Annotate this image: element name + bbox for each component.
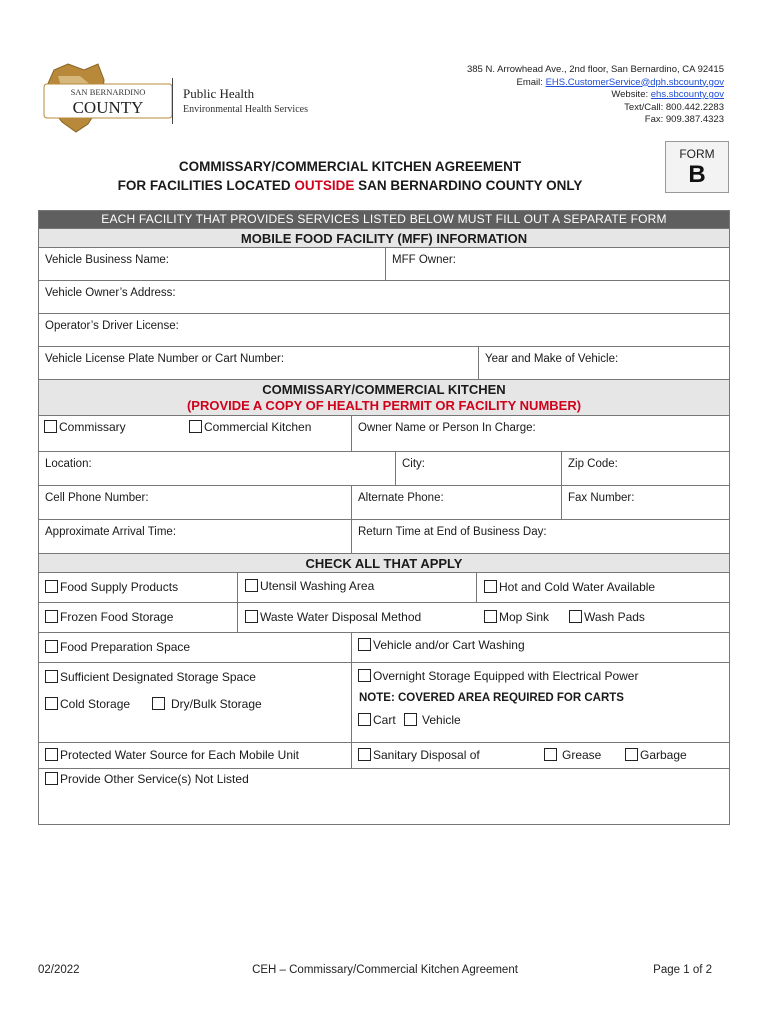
food-supply-option[interactable]	[45, 580, 178, 594]
fax-number-label: Fax Number:	[568, 492, 635, 504]
city-field[interactable]	[395, 452, 561, 485]
row-owner-address	[39, 280, 729, 313]
other-services-label: Provide Other Service(s) Not Listed	[60, 772, 249, 786]
website-link[interactable]: ehs.sbcounty.gov	[650, 89, 724, 100]
dry-storage-option[interactable]	[152, 697, 262, 711]
vehicle-washing-label: Vehicle and/or Cart Washing	[373, 638, 525, 652]
arrival-time-label: Approximate Arrival Time:	[45, 526, 177, 538]
fax-number-field[interactable]	[561, 486, 729, 519]
county-logo	[40, 62, 176, 134]
divider	[476, 573, 477, 602]
commissary-option[interactable]	[44, 420, 126, 434]
divider	[351, 633, 352, 662]
mop-sink-option[interactable]	[484, 610, 549, 624]
waste-water-option[interactable]	[245, 610, 421, 624]
sanitary-disposal-option[interactable]	[358, 748, 480, 762]
waste-water-checkbox[interactable]	[245, 610, 258, 623]
row-check-3	[39, 632, 729, 662]
cart-checkbox[interactable]	[358, 713, 371, 726]
grease-option[interactable]	[544, 748, 601, 762]
dry-storage-label: Dry/Bulk Storage	[171, 697, 262, 711]
sanitary-disposal-label: Sanitary Disposal of	[373, 748, 480, 762]
vehicle-washing-checkbox[interactable]	[358, 638, 371, 651]
commercial-kitchen-checkbox[interactable]	[189, 420, 202, 433]
plate-number-field[interactable]	[39, 347, 478, 379]
hot-cold-water-checkbox[interactable]	[484, 580, 497, 593]
sanitary-disposal-checkbox[interactable]	[358, 748, 371, 761]
row-check-1	[39, 572, 729, 602]
title-line1: COMMISSARY/COMMERCIAL KITCHEN AGREEMENT	[178, 159, 522, 174]
divider	[351, 663, 352, 742]
logo-text-top: SAN BERNARDINO	[70, 87, 146, 97]
row-plate	[39, 346, 729, 379]
mop-sink-label: Mop Sink	[499, 610, 550, 624]
vehicle-label: Vehicle	[422, 713, 461, 727]
food-supply-checkbox[interactable]	[45, 580, 58, 593]
wash-pads-checkbox[interactable]	[569, 610, 582, 623]
overnight-storage-option[interactable]	[358, 669, 638, 683]
waste-water-label: Waste Water Disposal Method	[260, 610, 422, 624]
vehicle-checkbox[interactable]	[404, 713, 417, 726]
storage-space-label: Sufficient Designated Storage Space	[60, 670, 256, 684]
website-label: Website:	[611, 89, 651, 100]
storage-space-option[interactable]	[45, 670, 256, 684]
driver-license-label: Operator’s Driver License:	[45, 320, 179, 332]
arrival-time-field[interactable]	[39, 520, 351, 553]
footer-page: Page 1 of 2	[653, 964, 712, 976]
vehicle-owner-address-field[interactable]	[39, 281, 729, 313]
commissary-label: Commissary	[59, 420, 126, 434]
year-make-label: Year and Make of Vehicle:	[485, 353, 619, 365]
mop-sink-checkbox[interactable]	[484, 610, 497, 623]
row-business	[39, 247, 729, 280]
vehicle-owner-address-label: Vehicle Owner’s Address:	[45, 287, 176, 299]
form-label: FORM	[679, 147, 715, 161]
row-times	[39, 519, 729, 553]
utensil-washing-label: Utensil Washing Area	[260, 579, 375, 593]
year-make-field[interactable]	[478, 347, 729, 379]
cell-phone-field[interactable]	[39, 486, 351, 519]
cart-option[interactable]	[358, 713, 396, 727]
page-title	[40, 157, 660, 195]
food-prep-option[interactable]	[45, 640, 190, 654]
title-outside: OUTSIDE	[294, 178, 355, 193]
zip-label: Zip Code:	[568, 458, 618, 470]
email-label: Email:	[516, 76, 546, 88]
email-link[interactable]: EHS.CustomerService@dph.sbcounty.gov	[545, 76, 724, 88]
footer-title: CEH – Commissary/Commercial Kitchen Agreement	[252, 964, 518, 976]
row-location	[39, 451, 729, 485]
row-check-4	[39, 662, 729, 742]
storage-space-checkbox[interactable]	[45, 670, 58, 683]
wash-pads-label: Wash Pads	[584, 610, 645, 624]
vehicle-option[interactable]	[404, 713, 461, 727]
kitchen-heading	[39, 379, 729, 415]
cold-storage-option[interactable]	[45, 697, 130, 711]
cold-storage-checkbox[interactable]	[45, 697, 58, 710]
protected-water-label: Protected Water Source for Each Mobile Unit	[60, 748, 299, 762]
return-time-label: Return Time at End of Business Day:	[358, 526, 547, 538]
plate-number-label: Vehicle License Plate Number or Cart Number:	[45, 353, 285, 365]
vehicle-business-name-field[interactable]	[39, 248, 385, 280]
form-letter: B	[688, 161, 706, 188]
location-label: Location:	[45, 458, 92, 470]
divider	[237, 603, 238, 632]
vehicle-washing-option[interactable]	[358, 638, 525, 652]
title-line2	[40, 176, 660, 195]
garbage-checkbox[interactable]	[625, 748, 638, 761]
title-line2-post: SAN BERNARDINO COUNTY ONLY	[354, 178, 583, 193]
commissary-checkbox[interactable]	[44, 420, 57, 433]
title-line2-pre: FOR FACILITIES LOCATED	[117, 178, 295, 193]
hot-cold-water-option[interactable]	[484, 580, 655, 594]
alt-phone-label: Alternate Phone:	[358, 492, 444, 504]
row-driver-license	[39, 313, 729, 346]
grease-checkbox[interactable]	[544, 748, 557, 761]
other-services-checkbox[interactable]	[45, 772, 58, 785]
overnight-storage-label: Overnight Storage Equipped with Electrical Power	[373, 669, 639, 683]
driver-license-field[interactable]	[39, 314, 729, 346]
mff-owner-field[interactable]	[385, 248, 729, 280]
food-prep-checkbox[interactable]	[45, 640, 58, 653]
textcall: Text/Call: 800.442.2283	[624, 101, 724, 113]
address: 385 N. Arrowhead Ave., 2nd floor, San Bernardino, CA 92415	[466, 64, 724, 75]
row-check-5	[39, 742, 729, 768]
other-services-option[interactable]	[45, 772, 249, 786]
garbage-label: Garbage	[640, 748, 687, 762]
frozen-food-label: Frozen Food Storage	[60, 610, 174, 624]
return-time-field[interactable]	[351, 520, 729, 553]
owner-name-label: Owner Name or Person In Charge:	[358, 422, 536, 434]
garbage-option[interactable]	[625, 748, 687, 762]
vehicle-business-name-label: Vehicle Business Name:	[45, 254, 170, 266]
covered-area-note: NOTE: COVERED AREA REQUIRED FOR CARTS	[359, 692, 624, 704]
owner-name-field[interactable]	[351, 416, 729, 451]
instruction-banner: EACH FACILITY THAT PROVIDES SERVICES LISTED BELOW MUST FILL OUT A SEPARATE FORM	[39, 211, 729, 228]
department-name	[172, 78, 308, 124]
zip-field[interactable]	[561, 452, 729, 485]
location-field[interactable]	[39, 452, 395, 485]
footer-date: 02/2022	[38, 964, 80, 976]
mff-heading: MOBILE FOOD FACILITY (MFF) INFORMATION	[39, 228, 729, 247]
dept-line1: Public Health	[183, 86, 255, 101]
agreement-form	[38, 210, 730, 825]
commercial-kitchen-option[interactable]	[189, 420, 311, 434]
protected-water-checkbox[interactable]	[45, 748, 58, 761]
protected-water-option[interactable]	[45, 748, 299, 762]
row-check-2	[39, 602, 729, 632]
utensil-washing-option[interactable]	[245, 579, 374, 593]
wash-pads-option[interactable]	[569, 610, 645, 624]
cart-label: Cart	[373, 713, 396, 727]
food-supply-label: Food Supply Products	[60, 580, 179, 594]
fax: Fax: 909.387.4323	[644, 114, 724, 125]
row-check-6	[39, 768, 729, 824]
city-label: City:	[402, 458, 425, 470]
kitchen-subheading: (PROVIDE A COPY OF HEALTH PERMIT OR FACILITY NUMBER)	[186, 398, 582, 413]
food-prep-label: Food Preparation Space	[60, 640, 191, 654]
hot-cold-water-label: Hot and Cold Water Available	[499, 580, 656, 594]
kitchen-heading-title: COMMISSARY/COMMERCIAL KITCHEN	[262, 382, 506, 397]
dry-storage-checkbox[interactable]	[152, 697, 165, 710]
frozen-food-option[interactable]	[45, 610, 173, 624]
logo-text-main: COUNTY	[72, 98, 144, 117]
row-kitchen-type	[39, 415, 729, 451]
row-phones	[39, 485, 729, 519]
alt-phone-field[interactable]	[351, 486, 561, 519]
mff-owner-label: MFF Owner:	[392, 254, 456, 266]
divider	[237, 573, 238, 602]
dept-line2: Environmental Health Services	[183, 104, 308, 115]
contact-info	[467, 64, 724, 127]
form-badge	[665, 141, 729, 193]
divider	[351, 743, 352, 768]
cell-phone-label: Cell Phone Number:	[45, 492, 149, 504]
grease-label: Grease	[562, 748, 602, 762]
overnight-storage-checkbox[interactable]	[358, 669, 371, 682]
cold-storage-label: Cold Storage	[60, 697, 131, 711]
check-heading: CHECK ALL THAT APPLY	[39, 553, 729, 572]
frozen-food-checkbox[interactable]	[45, 610, 58, 623]
utensil-washing-checkbox[interactable]	[245, 579, 258, 592]
commercial-kitchen-label: Commercial Kitchen	[204, 420, 312, 434]
